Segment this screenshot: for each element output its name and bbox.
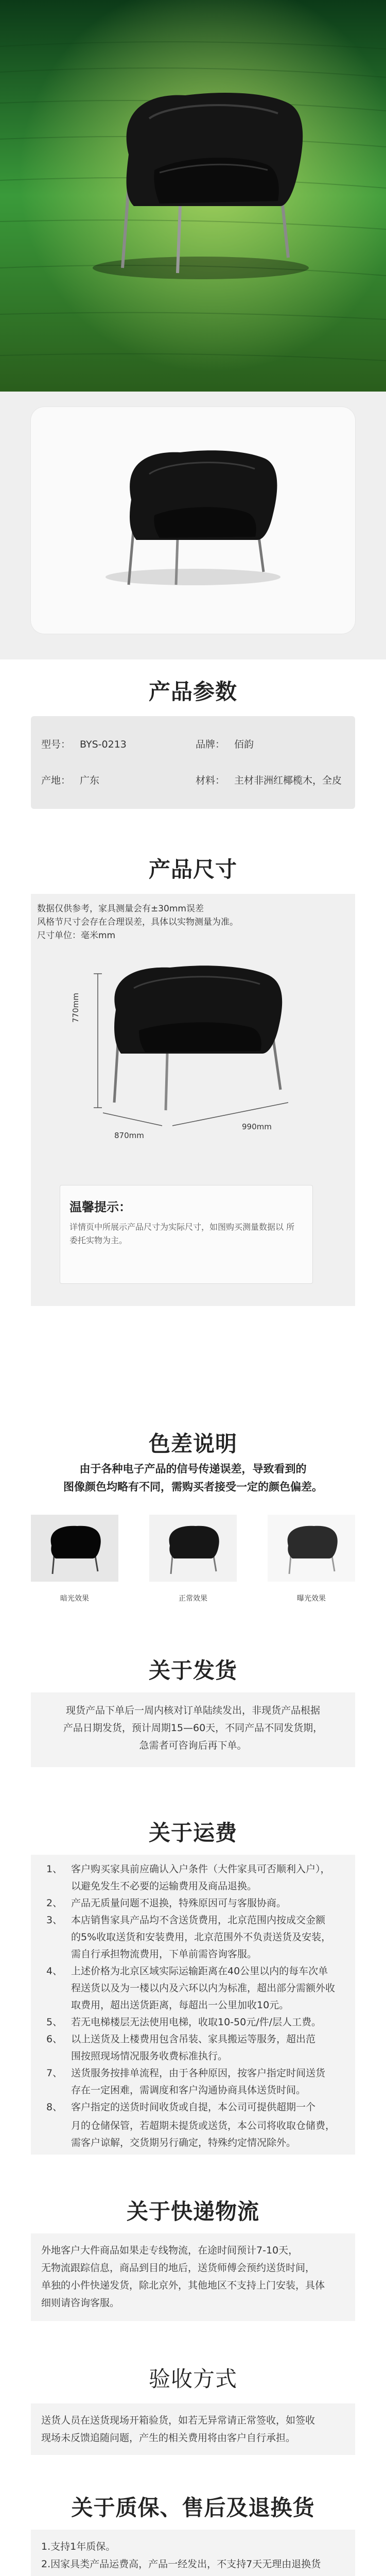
freight-n-8: 8、 (46, 2102, 63, 2113)
width-label: 990mm (242, 1122, 272, 1131)
normal-effect-label: 正常效果 (179, 1595, 207, 1603)
height-label: 770mm (71, 993, 80, 1023)
dark-effect-label: 暗光效果 (60, 1595, 89, 1603)
freight-line-8b: 月的仓储保管，若超期未提货或送货，本公司将收取仓储费， (71, 2120, 336, 2131)
normal-effect-image (149, 1515, 237, 1582)
size-note-3: 尺寸单位：毫米mm (37, 930, 116, 941)
tip-box (60, 1185, 313, 1284)
warranty-text: 1.支持1年质保。 2.因家具类产品运费高，产品一经发出，不支持7天无理由退换货 (41, 2541, 321, 2570)
freight-line-8c: 需客户谅解，交货期另行确定，特殊约定情况除外。 (71, 2137, 296, 2148)
dark-effect-image (31, 1515, 118, 1582)
freight-n-5: 5、 (46, 2016, 63, 2028)
freight-line-6a: 以上送货及上楼费用包含吊装、家具搬运等服务，超出范 (71, 2033, 316, 2045)
inspect-box (31, 2403, 355, 2455)
freight-box (31, 1855, 355, 2117)
freight-box-cont (31, 2117, 355, 2155)
model-label: 型号： BYS-0213 (41, 739, 127, 750)
freight-line-2a: 产品无质量问题不退换，特殊原因可与客服协商。 (71, 1897, 287, 1909)
size-note-1: 数据仅供参考，家具测量会有±30mm误差 (37, 904, 204, 914)
freight-line-3b: 的5%收取送货和安装费用，北京范围外不负责送货及安装， (71, 1931, 331, 1943)
freight-n-4: 4、 (46, 1965, 63, 1977)
inspect-title: 验收方式 (148, 2366, 237, 2392)
shipping-title: 关于发货 (148, 1658, 237, 1683)
tip-text: 详情页中所展示产品尺寸为实际尺寸，如图购买测量数据以 所委托实物为主。 (69, 1222, 295, 1245)
params-title: 产品参数 (148, 679, 237, 704)
freight-n-7: 7、 (46, 2067, 63, 2079)
color-text-1: 由于各种电子产品的信号传递误差，导致看到的 (79, 1463, 307, 1475)
tip-title: 温馨提示： (69, 1200, 131, 1214)
size-note-2: 风格节尺寸会存在合理误差，具体以实物测量为准。 (37, 917, 238, 927)
armchair-image (31, 407, 355, 634)
bright-effect-label: 曝光效果 (297, 1595, 326, 1603)
freight-line-3c: 需自行承担物流费用，下单前需咨询客服。 (71, 1948, 257, 1960)
freight-line-1a: 客户购买家具前应确认入户条件（大件家具可否顺利入户）， (71, 1863, 330, 1875)
freight-line-5a: 若无电梯楼层无法使用电梯，收取10-50元/件/层人工费。 (71, 2016, 322, 2028)
params-box (31, 716, 355, 809)
color-title: 色差说明 (148, 1431, 237, 1456)
inspect-text: 送货人员在送货现场开箱验货，如若无异常请正常签收，如签收 现场未反馈追随问题，产生的相关费用将由客户自行承担。 (41, 2415, 315, 2444)
color-text-2: 图像颜色均略有不同，需购买者接受一定的颜色偏差。 (63, 1481, 323, 1493)
express-box (31, 2233, 355, 2321)
express-title: 关于快递物流 (126, 2199, 259, 2224)
brand-label: 品牌： 佰韵 (196, 739, 254, 750)
size-diagram (31, 948, 355, 1170)
freight-line-4c: 取费用，超出送货距离，每超出一公里加收10元。 (71, 1999, 289, 2011)
shipping-text: 现货产品下单后一周内核对订单陆续发出，非现货产品根据 产品日期发货，预计周期15—60天，不同产品不同发货期， 急需者可咨询后再下单。 (63, 1705, 323, 1751)
freight-line-1b: 以避免发生不必要的运输费用及商品退换。 (71, 1880, 257, 1892)
hero-image (0, 0, 386, 392)
shipping-box (31, 1692, 355, 1767)
freight-n-6: 6、 (46, 2033, 63, 2045)
freight-line-7b: 存在一定困难，需调度和客户沟通协商具体送货时间。 (71, 2084, 306, 2096)
freight-line-3a: 本店销售家具产品均不含送货费用，北京范围内按成交金额 (71, 1914, 326, 1926)
freight-line-4b: 程送货以及为一楼以内及六环以内为标准，超出部分需额外收 (71, 1982, 336, 1994)
express-text: 外地客户大件商品如果走专线物流，在途时间预计7-10天， 无物流跟踪信息，商品到目的地后，送货师傅会预约送货时间， 单独的小件快递发货，除北京外，其他地区不支持上门安装，具体 细则请咨询客服。 (41, 2245, 325, 2309)
depth-label: 870mm (114, 1131, 144, 1140)
freight-n-3: 3、 (46, 1914, 63, 1926)
freight-line-8a: 客户指定的送货时间收货或自提，本公司可提供超期一个 (71, 2102, 316, 2113)
size-title: 产品尺寸 (148, 857, 237, 882)
freight-line-6b: 围按照现场情况服务收费标准执行。 (71, 2050, 228, 2062)
freight-title: 关于运费 (148, 1820, 237, 1845)
origin-label: 产地： 广东 (41, 775, 100, 786)
material-label: 材料： 主材非洲红椰榄木，全皮 (196, 775, 342, 786)
bright-effect-image (268, 1515, 355, 1582)
freight-n-1: 1、 (46, 1863, 63, 1875)
warranty-box (31, 2530, 355, 2576)
hero-banner (0, 0, 386, 392)
freight-line-4a: 上述价格为北京区域实际运输距离在40公里以内的每车次单 (71, 1965, 328, 1977)
freight-line-7a: 送货服务按排单流程，由于各种原因，按客户指定时间送货 (71, 2067, 326, 2079)
warranty-title: 关于质保、售后及退换货 (71, 2495, 315, 2520)
freight-n-2: 2、 (46, 1897, 63, 1909)
product-card (31, 407, 355, 634)
